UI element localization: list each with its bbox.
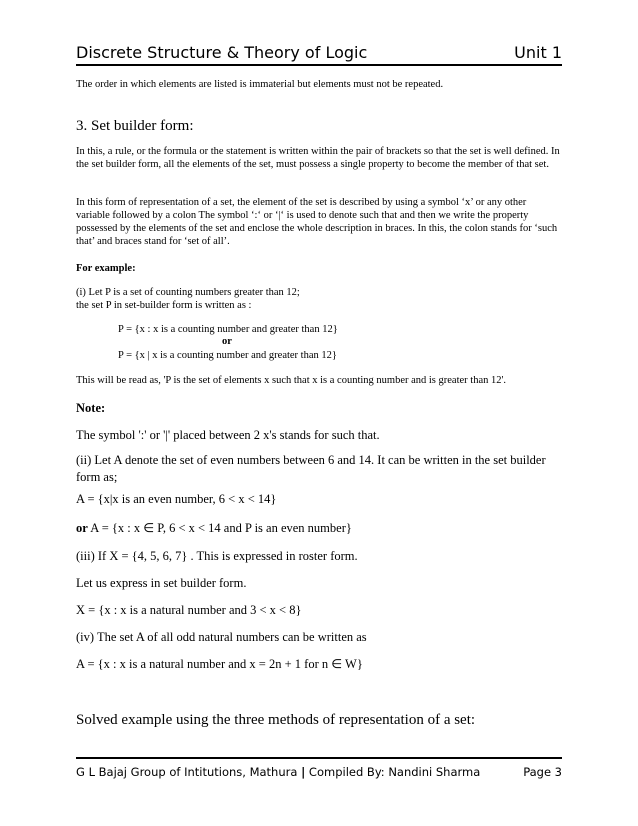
or-separator: or — [222, 336, 232, 347]
express-line: Let us express in set builder form. — [76, 576, 247, 590]
example-i-line2: the set P in set-builder form is written as : — [76, 300, 252, 311]
example-i-line1: (i) Let P is a set of counting numbers greater than 12; — [76, 287, 300, 298]
page-number: Page 3 — [523, 765, 562, 779]
page-header — [76, 34, 562, 66]
example-label: For example: — [76, 263, 136, 274]
solved-example-heading: Solved example using the three methods of representation of a set: — [76, 712, 476, 728]
paragraph-representation: In this form of representation of a set, the element of the set is described by using a symbol ‘x’ or any other variable followed by a colon The symbol ‘:‘ or ‘|‘ is used to denote such that and then we write the property possessed by the elements of the set and enclose the whole description in braces. In this, the colon stands for ‘such that’ and braces stand for ‘set of all’. — [76, 197, 558, 247]
example-iii-text: (iii) If X = {4, 5, 6, 7} . This is expressed in roster form. — [76, 549, 358, 563]
document-title: Discrete Structure & Theory of Logic — [76, 43, 368, 62]
read-as-text: This will be read as, 'P is the set of elements x such that x is a counting number and is greater than 12'. — [76, 375, 507, 386]
example-ii-text: (ii) Let A denote the set of even numbers between 6 and 14. It can be written in the set builder form as; — [76, 453, 546, 484]
page-footer — [76, 757, 562, 779]
intro-text: The order in which elements are listed is immaterial but elements must not be repeated. — [76, 79, 444, 90]
footer-credit: G L Bajaj Group of Intitutions, Mathura | Compiled By: Nandini Sharma — [76, 765, 481, 779]
set-a-alternative — [76, 520, 562, 537]
set-a-odd: A = {x : x is a natural number and x = 2n + 1 for n ∈ W} — [76, 657, 363, 671]
note-text: The symbol ':' or '|' placed between 2 x's stands for such that. — [76, 428, 380, 442]
footer-separator: | — [301, 765, 306, 779]
or-bold-label: or — [76, 521, 88, 535]
set-a-alternative-text: A = {x : x ∈ P, 6 < x < 14 and P is an even number} — [87, 521, 352, 535]
example-iv-text: (iv) The set A of all odd natural numbers can be written as — [76, 630, 367, 644]
paragraph-definition: In this, a rule, or the formula or the statement is written within the pair of brackets so that the set is well defined. In the set builder form, all the elements of the set, must possess a single property to become the member of that set. — [76, 146, 560, 170]
unit-label: Unit 1 — [514, 43, 562, 62]
set-p-colon-form: P = {x : x is a counting number and greater than 12} — [118, 324, 338, 335]
note-label: Note: — [76, 401, 106, 415]
set-a-even: A = {x|x is an even number, 6 < x < 14} — [76, 492, 277, 506]
set-x-builder: X = {x : x is a natural number and 3 < x < 8} — [76, 603, 302, 617]
set-p-bar-form: P = {x | x is a counting number and greater than 12} — [118, 350, 337, 361]
section-heading: 3. Set builder form: — [76, 118, 194, 134]
